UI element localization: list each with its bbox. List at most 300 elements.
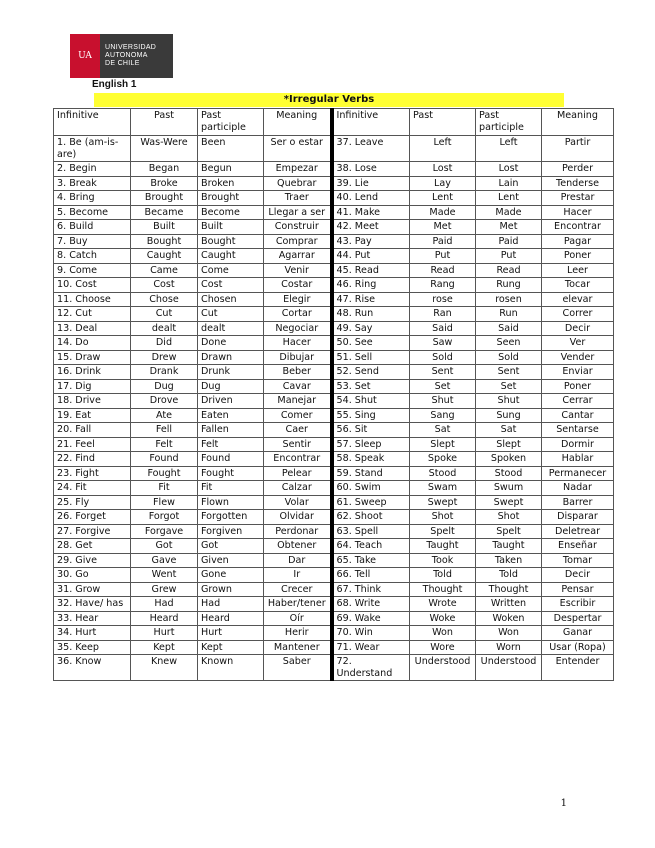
cell-meaning-2: Barrer [542,495,614,510]
cell-meaning-2: Permanecer [542,466,614,481]
cell-meaning-2: Vender [542,350,614,365]
table-row [54,452,614,467]
cell-meaning-2: Hacer [542,205,614,220]
cell-infinitive-2: 45. Read [332,263,410,278]
table-row [54,136,614,162]
cell-past: Flew [131,495,198,510]
cell-past-participle-2: Sent [476,365,542,380]
table-row [54,321,614,336]
table-row [54,510,614,525]
cell-infinitive-2: 37. Leave [332,136,410,162]
cell-past-2: Ran [410,307,476,322]
cell-meaning-2: Tomar [542,553,614,568]
cell-past-participle-2: Told [476,568,542,583]
table-row [54,466,614,481]
logo-line-1: UNIVERSIDAD [105,44,157,51]
cell-past-participle-2: Thought [476,582,542,597]
table-row [54,481,614,496]
table-row [54,234,614,249]
cell-meaning-2: Deletrear [542,524,614,539]
cell-infinitive: 19. Eat [54,408,131,423]
cell-meaning-2: Decir [542,568,614,583]
table-row [54,626,614,641]
header-past-2: Past [410,109,476,136]
cell-meaning-2: Sentarse [542,423,614,438]
cell-past-2: Stood [410,466,476,481]
cell-meaning-2: Ver [542,336,614,351]
cell-infinitive: 1. Be (am-is- are) [54,136,131,162]
cell-past-participle: Become [198,205,264,220]
cell-infinitive: 34. Hurt [54,626,131,641]
cell-past-2: Sent [410,365,476,380]
cell-past-participle: Forgiven [198,524,264,539]
cell-past-participle: Got [198,539,264,554]
table-row [54,249,614,264]
cell-past-2: Understood [410,655,476,681]
cell-meaning: Hacer [264,336,332,351]
cell-past-participle: Known [198,655,264,681]
cell-meaning: Volar [264,495,332,510]
cell-past-participle-2: Swept [476,495,542,510]
cell-past-participle: Fit [198,481,264,496]
cell-infinitive: 26. Forget [54,510,131,525]
table-row [54,162,614,177]
cell-past-participle-2: Made [476,205,542,220]
cell-meaning: Saber [264,655,332,681]
cell-meaning-2: Tocar [542,278,614,293]
cell-past-participle: dealt [198,321,264,336]
cell-meaning: Negociar [264,321,332,336]
cell-past-participle-2: Set [476,379,542,394]
cell-meaning-2: Decir [542,321,614,336]
cell-past: Caught [131,249,198,264]
cell-meaning: Sentir [264,437,332,452]
cell-infinitive: 10. Cost [54,278,131,293]
cell-past: Got [131,539,198,554]
header-past-participle-2: Past participle [476,109,542,136]
cell-past: Felt [131,437,198,452]
cell-infinitive-2: 49. Say [332,321,410,336]
cell-meaning: Quebrar [264,176,332,191]
cell-past: Dug [131,379,198,394]
cell-meaning: Haber/tener [264,597,332,612]
cell-meaning: Calzar [264,481,332,496]
cell-past-2: Won [410,626,476,641]
cell-meaning: Beber [264,365,332,380]
cell-meaning: Ser o estar [264,136,332,162]
cell-infinitive-2: 44. Put [332,249,410,264]
table-row [54,191,614,206]
cell-past-2: Wrote [410,597,476,612]
table-row [54,553,614,568]
header-infinitive: Infinitive [54,109,131,136]
cell-past-participle: Found [198,452,264,467]
cell-infinitive-2: 57. Sleep [332,437,410,452]
cell-past-participle: Drawn [198,350,264,365]
cell-meaning-2: Enseñar [542,539,614,554]
cell-infinitive: 35. Keep [54,640,131,655]
table-row [54,524,614,539]
cell-meaning: Costar [264,278,332,293]
cell-past-2: Spelt [410,524,476,539]
cell-past-participle: Dug [198,379,264,394]
cell-meaning: Llegar a ser [264,205,332,220]
cell-infinitive: 13. Deal [54,321,131,336]
cell-infinitive: 15. Draw [54,350,131,365]
cell-past-2: Thought [410,582,476,597]
cell-past-2: Slept [410,437,476,452]
cell-past-2: Sang [410,408,476,423]
cell-infinitive-2: 54. Shut [332,394,410,409]
cell-past: Came [131,263,198,278]
cell-past: Cost [131,278,198,293]
cell-past-2: Sold [410,350,476,365]
cell-meaning-2: Tenderse [542,176,614,191]
table-row [54,568,614,583]
cell-past-participle-2: Woken [476,611,542,626]
cell-infinitive-2: 52. Send [332,365,410,380]
cell-past-2: Met [410,220,476,235]
table-row [54,394,614,409]
cell-meaning: Obtener [264,539,332,554]
table-row [54,539,614,554]
cell-infinitive: 8. Catch [54,249,131,264]
logo-text [100,44,156,68]
cell-infinitive: 18. Drive [54,394,131,409]
cell-past-participle-2: Won [476,626,542,641]
header-meaning-2: Meaning [542,109,614,136]
cell-past-participle-2: Slept [476,437,542,452]
cell-infinitive-2: 60. Swim [332,481,410,496]
cell-past-participle-2: Taught [476,539,542,554]
cell-past: Forgave [131,524,198,539]
cell-infinitive: 20. Fall [54,423,131,438]
cell-past-participle: Eaten [198,408,264,423]
cell-past: Cut [131,307,198,322]
cell-meaning-2: Disparar [542,510,614,525]
cell-meaning-2: Ganar [542,626,614,641]
cell-past-participle-2: Shot [476,510,542,525]
cell-past: Kept [131,640,198,655]
cell-infinitive: 29. Give [54,553,131,568]
cell-infinitive-2: 65. Take [332,553,410,568]
cell-infinitive: 12. Cut [54,307,131,322]
cell-infinitive: 2. Begin [54,162,131,177]
course-title: English 1 [92,79,137,90]
cell-past: Had [131,597,198,612]
cell-past-participle-2: Rung [476,278,542,293]
cell-past-participle-2: Read [476,263,542,278]
cell-past-participle-2: Sung [476,408,542,423]
cell-infinitive: 23. Fight [54,466,131,481]
logo-mark: UA [70,34,100,78]
cell-meaning-2: Pensar [542,582,614,597]
table-row [54,336,614,351]
cell-past-2: Rang [410,278,476,293]
cell-past-2: Made [410,205,476,220]
cell-past-2: Paid [410,234,476,249]
cell-meaning: Agarrar [264,249,332,264]
cell-meaning-2: Hablar [542,452,614,467]
cell-meaning: Elegir [264,292,332,307]
cell-past-participle: Chosen [198,292,264,307]
cell-past: Heard [131,611,198,626]
cell-infinitive: 24. Fit [54,481,131,496]
table-row [54,263,614,278]
cell-infinitive-2: 64. Teach [332,539,410,554]
cell-meaning: Encontrar [264,452,332,467]
cell-meaning: Herir [264,626,332,641]
cell-past-participle-2: Met [476,220,542,235]
cell-meaning: Cortar [264,307,332,322]
header-meaning: Meaning [264,109,332,136]
cell-past-participle: Begun [198,162,264,177]
cell-past: Fell [131,423,198,438]
cell-past-participle: Bought [198,234,264,249]
cell-past-participle: Drunk [198,365,264,380]
cell-past-2: Sat [410,423,476,438]
cell-past-participle-2: Shut [476,394,542,409]
cell-infinitive-2: 61. Sweep [332,495,410,510]
cell-past-participle-2: Paid [476,234,542,249]
cell-past-2: Shut [410,394,476,409]
cell-past-participle: Been [198,136,264,162]
table-row [54,408,614,423]
cell-past-participle: Flown [198,495,264,510]
cell-infinitive-2: 71. Wear [332,640,410,655]
cell-meaning: Oír [264,611,332,626]
cell-meaning: Olvidar [264,510,332,525]
table-row [54,437,614,452]
cell-past-participle: Forgotten [198,510,264,525]
cell-past-participle-2: Taken [476,553,542,568]
cell-past-participle: Cut [198,307,264,322]
cell-infinitive: 22. Find [54,452,131,467]
cell-past: Drew [131,350,198,365]
cell-past-2: Took [410,553,476,568]
cell-infinitive-2: 69. Wake [332,611,410,626]
cell-past-2: Taught [410,539,476,554]
cell-meaning: Dar [264,553,332,568]
cell-past: Hurt [131,626,198,641]
cell-past: Forgot [131,510,198,525]
table-row [54,176,614,191]
cell-past-2: Swam [410,481,476,496]
cell-past-participle: Cost [198,278,264,293]
table-row [54,292,614,307]
cell-meaning-2: Leer [542,263,614,278]
cell-past-participle: Built [198,220,264,235]
cell-past-participle-2: Said [476,321,542,336]
page-number: 1 [560,798,567,809]
cell-meaning-2: Partir [542,136,614,162]
cell-infinitive: 14. Do [54,336,131,351]
cell-meaning: Construir [264,220,332,235]
cell-meaning: Comer [264,408,332,423]
table-row [54,582,614,597]
cell-infinitive-2: 56. Sit [332,423,410,438]
cell-meaning-2: Escribir [542,597,614,612]
cell-past: Broke [131,176,198,191]
cell-infinitive: 25. Fly [54,495,131,510]
cell-past-2: Swept [410,495,476,510]
cell-past: Brought [131,191,198,206]
cell-past-participle: Done [198,336,264,351]
cell-infinitive: 28. Get [54,539,131,554]
cell-past-participle-2: rosen [476,292,542,307]
table-row [54,205,614,220]
cell-past-2: rose [410,292,476,307]
table-row [54,307,614,322]
cell-infinitive: 21. Feel [54,437,131,452]
cell-past-2: Told [410,568,476,583]
cell-meaning-2: Perder [542,162,614,177]
table-body [54,136,614,681]
cell-infinitive: 17. Dig [54,379,131,394]
cell-past: dealt [131,321,198,336]
cell-meaning-2: Pagar [542,234,614,249]
cell-past-participle-2: Spelt [476,524,542,539]
cell-infinitive-2: 47. Rise [332,292,410,307]
cell-meaning-2: Poner [542,249,614,264]
cell-past-2: Saw [410,336,476,351]
cell-past-2: Lent [410,191,476,206]
cell-infinitive: 3. Break [54,176,131,191]
cell-infinitive-2: 39. Lie [332,176,410,191]
cell-past-participle-2: Lost [476,162,542,177]
cell-meaning-2: Entender [542,655,614,681]
logo-line-2: AUTONOMA [105,52,148,59]
cell-infinitive: 27. Forgive [54,524,131,539]
cell-infinitive: 31. Grow [54,582,131,597]
cell-infinitive: 32. Have/ has [54,597,131,612]
cell-past: Knew [131,655,198,681]
cell-past-participle-2: Run [476,307,542,322]
cell-past-2: Wore [410,640,476,655]
cell-past-participle-2: Understood [476,655,542,681]
cell-past: Built [131,220,198,235]
cell-past: Became [131,205,198,220]
table-header-row [54,109,614,136]
cell-meaning-2: Enviar [542,365,614,380]
cell-infinitive-2: 59. Stand [332,466,410,481]
table-row [54,655,614,681]
cell-infinitive-2: 63. Spell [332,524,410,539]
cell-meaning-2: Nadar [542,481,614,496]
cell-past-participle-2: Spoken [476,452,542,467]
cell-past: Gave [131,553,198,568]
cell-infinitive-2: 38. Lose [332,162,410,177]
irregular-verbs-table [53,108,614,681]
cell-meaning-2: Dormir [542,437,614,452]
table-row [54,611,614,626]
cell-infinitive: 11. Choose [54,292,131,307]
cell-infinitive-2: 50. See [332,336,410,351]
cell-past-2: Put [410,249,476,264]
cell-past-participle: Come [198,263,264,278]
cell-infinitive-2: 70. Win [332,626,410,641]
cell-past-participle: Fought [198,466,264,481]
cell-meaning: Pelear [264,466,332,481]
table-row [54,597,614,612]
cell-meaning: Comprar [264,234,332,249]
cell-infinitive-2: 51. Sell [332,350,410,365]
cell-past-participle-2: Left [476,136,542,162]
university-logo [70,34,173,78]
cell-meaning-2: Despertar [542,611,614,626]
cell-past-participle: Gone [198,568,264,583]
cell-past: Ate [131,408,198,423]
cell-past-participle-2: Stood [476,466,542,481]
cell-infinitive-2: 62. Shoot [332,510,410,525]
cell-meaning: Venir [264,263,332,278]
cell-past-2: Set [410,379,476,394]
cell-infinitive-2: 41. Make [332,205,410,220]
cell-past-participle-2: Written [476,597,542,612]
cell-meaning: Dibujar [264,350,332,365]
cell-meaning: Empezar [264,162,332,177]
cell-past: Bought [131,234,198,249]
header-infinitive-2: Infinitive [332,109,410,136]
cell-past-2: Shot [410,510,476,525]
table-row [54,278,614,293]
cell-meaning: Ir [264,568,332,583]
cell-meaning: Manejar [264,394,332,409]
cell-meaning: Mantener [264,640,332,655]
table-row [54,495,614,510]
cell-infinitive: 33. Hear [54,611,131,626]
cell-infinitive-2: 43. Pay [332,234,410,249]
cell-infinitive: 7. Buy [54,234,131,249]
table-row [54,350,614,365]
cell-past: Grew [131,582,198,597]
cell-past-participle-2: Lain [476,176,542,191]
cell-past-participle: Driven [198,394,264,409]
cell-infinitive: 5. Become [54,205,131,220]
cell-past-participle-2: Swum [476,481,542,496]
cell-past-participle-2: Worn [476,640,542,655]
cell-meaning-2: Cerrar [542,394,614,409]
cell-past-participle: Fallen [198,423,264,438]
cell-infinitive-2: 72. Understand [332,655,410,681]
cell-meaning-2: elevar [542,292,614,307]
cell-past-participle: Given [198,553,264,568]
table-row [54,365,614,380]
logo-line-3: DE CHILE [105,60,140,67]
cell-past-participle-2: Sold [476,350,542,365]
cell-past-participle-2: Put [476,249,542,264]
cell-infinitive: 36. Know [54,655,131,681]
cell-past-participle: Felt [198,437,264,452]
table-row [54,220,614,235]
cell-meaning-2: Poner [542,379,614,394]
cell-meaning-2: Encontrar [542,220,614,235]
cell-past-participle: Heard [198,611,264,626]
cell-infinitive-2: 53. Set [332,379,410,394]
cell-past: Was-Were [131,136,198,162]
cell-meaning: Cavar [264,379,332,394]
page-title: *Irregular Verbs [94,93,564,107]
cell-past: Chose [131,292,198,307]
cell-past-2: Woke [410,611,476,626]
cell-infinitive-2: 55. Sing [332,408,410,423]
cell-past: Drank [131,365,198,380]
cell-past-2: Read [410,263,476,278]
cell-meaning-2: Cantar [542,408,614,423]
cell-infinitive: 4. Bring [54,191,131,206]
cell-meaning-2: Correr [542,307,614,322]
cell-past-participle-2: Seen [476,336,542,351]
